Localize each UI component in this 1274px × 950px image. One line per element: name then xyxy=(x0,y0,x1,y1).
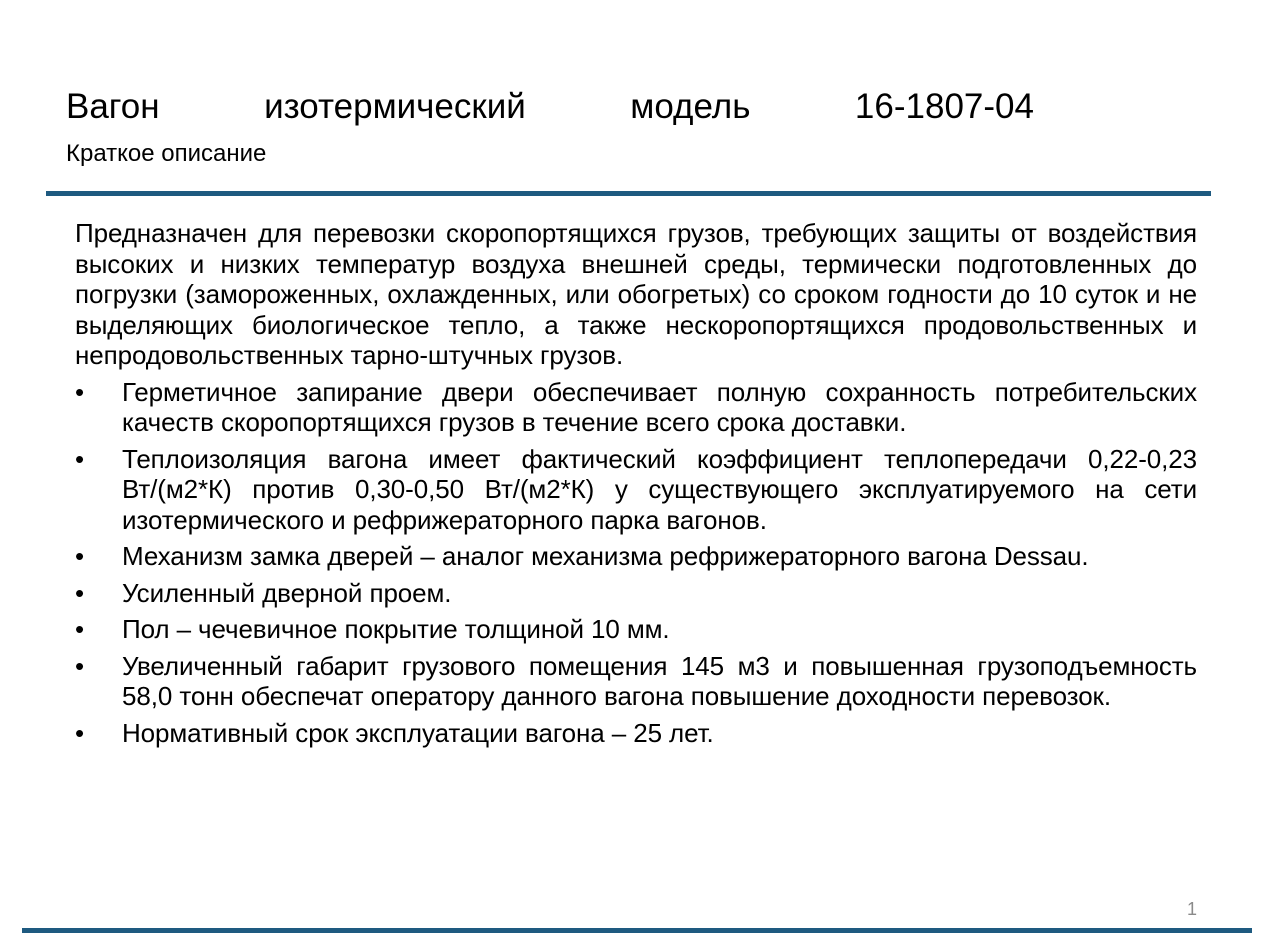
bullet-text: Механизм замка дверей – аналог механизма рефрижераторного вагона Dessau. xyxy=(122,541,1089,571)
slide-body xyxy=(75,218,1197,754)
bullet-item xyxy=(75,377,1197,438)
title-word: модель xyxy=(630,87,751,126)
bullet-icon: • xyxy=(75,577,85,608)
slide-subtitle: Краткое описание xyxy=(66,140,267,167)
bullet-icon: • xyxy=(75,541,85,571)
page-number: 1 xyxy=(1187,899,1198,919)
bullet-item xyxy=(75,541,1197,572)
title-word: изотермический xyxy=(264,87,526,126)
bullet-list xyxy=(75,377,1197,749)
bullet-text: Увеличенный габарит грузового помещения 145 м3 и повышенная грузоподъемность 58,0 тонн обеспечат оператору данного вагона повышение доходности перевозок. xyxy=(122,650,1197,711)
bullet-text: Теплоизоляция вагона имеет фактический коэффициент теплопередачи 0,22-0,23 Вт/(м2*К) против 0,30-0,50 Вт/(м2*К) у существующего эксплуатируемого на сети изотермического и рефрижераторного парка вагонов. xyxy=(122,443,1197,535)
header-divider xyxy=(46,191,1211,196)
bullet-icon: • xyxy=(75,376,85,407)
bullet-icon: • xyxy=(75,717,85,748)
bullet-text: Пол – чечевичное покрытие толщиной 10 мм. xyxy=(122,614,670,644)
footer-divider xyxy=(22,928,1252,933)
bullet-text: Герметичное запирание двери обеспечивает полную сохранность потребительских качеств скоропортящихся грузов в течение всего срока доставки. xyxy=(122,376,1197,437)
bullet-icon: • xyxy=(75,650,85,681)
bullet-item xyxy=(75,444,1197,536)
intro-paragraph: Предназначен для перевозки скоропортящихся грузов, требующих защиты от воздействия высоких и низких температур воздуха внешней среды, термически подготовленных до погрузки (замороженных, охлажденных, или обогретых) со сроком годности до 10 суток и не выделяющих биологическое тепло, а также нескоропортящихся продовольственных и непродовольственных тарно-штучных грузов. xyxy=(75,218,1197,370)
slide-title xyxy=(66,84,1034,130)
bullet-item xyxy=(75,614,1197,645)
bullet-icon: • xyxy=(75,443,85,474)
bullet-item xyxy=(75,651,1197,712)
bullet-text: Усиленный дверной проем. xyxy=(122,577,452,608)
bullet-item xyxy=(75,718,1197,749)
title-word: Вагон xyxy=(66,87,160,126)
bullet-text: Нормативный срок эксплуатации вагона – 25 лет. xyxy=(122,717,714,748)
bullet-item xyxy=(75,578,1197,609)
title-word: 16-1807-04 xyxy=(854,87,1034,126)
bullet-icon: • xyxy=(75,614,85,644)
